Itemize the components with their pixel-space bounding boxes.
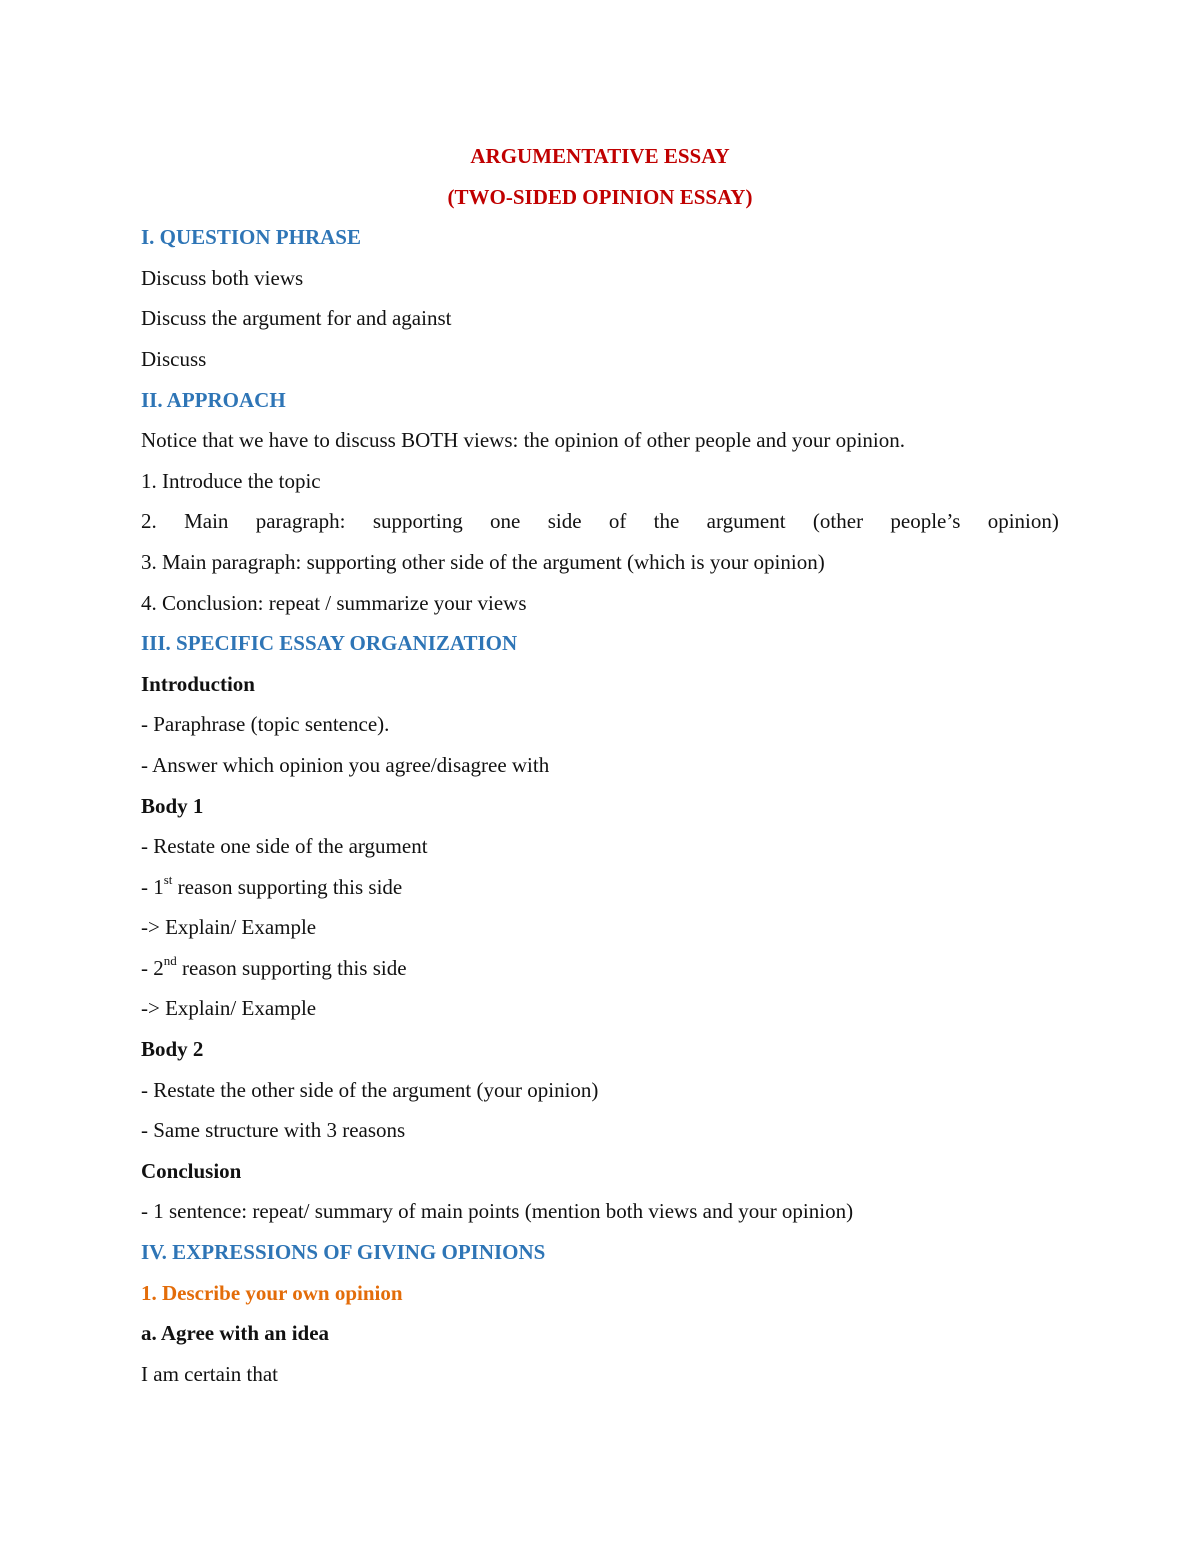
subheading-introduction: Introduction — [141, 671, 255, 696]
approach-step: 4. Conclusion: repeat / summarize your views — [141, 590, 527, 615]
justified-word: argument — [706, 509, 786, 534]
introduction-item: - Answer which opinion you agree/disagree with — [141, 752, 550, 777]
reason-text: reason supporting this side — [176, 955, 407, 980]
justified-word: supporting — [372, 509, 463, 534]
approach-intro: Notice that we have to discuss BOTH views: the opinion of other people and your opinion. — [141, 428, 906, 453]
conclusion-item: - 1 sentence: repeat/ summary of main points (mention both views and your opinion) — [141, 1199, 854, 1224]
ordinal-suffix: st — [163, 871, 173, 887]
subheading-body-2: Body 2 — [141, 1037, 204, 1062]
reason-prefix: - 1 — [141, 874, 164, 899]
question-phrase-item: Discuss — [141, 346, 207, 371]
reason-prefix: - 2 — [141, 955, 164, 980]
section-heading-organization: III. SPECIFIC ESSAY ORGANIZATION — [141, 631, 518, 656]
ordinal-suffix: nd — [163, 952, 177, 968]
body-1-item — [141, 867, 1059, 908]
approach-step-justified — [141, 501, 1059, 542]
body-2-item: - Restate the other side of the argument (your opinion) — [141, 1077, 599, 1102]
question-phrase-item: Discuss both views — [141, 265, 304, 290]
body-1-item: - Restate one side of the argument — [141, 834, 428, 859]
agree-expression: I am certain that — [141, 1361, 279, 1386]
approach-step: 1. Introduce the topic — [141, 468, 321, 493]
subheading-agree: a. Agree with an idea — [141, 1321, 330, 1346]
subsection-heading-own-opinion: 1. Describe your own opinion — [141, 1280, 403, 1305]
justified-word: one — [490, 509, 521, 534]
justified-word: paragraph: — [255, 509, 346, 534]
document-title: ARGUMENTATIVE ESSAY — [470, 144, 730, 168]
document-content — [141, 136, 1059, 1394]
justified-word: opinion) — [987, 509, 1059, 534]
body-2-item: - Same structure with 3 reasons — [141, 1118, 406, 1143]
question-phrase-item: Discuss the argument for and against — [141, 306, 452, 331]
justified-word: of — [608, 509, 627, 534]
justified-word: (other — [812, 509, 864, 534]
document-subtitle: (TWO-SIDED OPINION ESSAY) — [447, 184, 753, 209]
section-heading-question-phrase: I. QUESTION PHRASE — [141, 225, 361, 250]
subheading-body-1: Body 1 — [141, 793, 204, 818]
approach-step: 3. Main paragraph: supporting other side of the argument (which is your opinion) — [141, 549, 825, 574]
justified-word: 2. — [141, 509, 157, 534]
justified-word: the — [653, 509, 680, 534]
introduction-item: - Paraphrase (topic sentence). — [141, 712, 390, 737]
reason-text: reason supporting this side — [172, 874, 403, 899]
justified-word: side — [547, 509, 582, 534]
body-1-item: -> Explain/ Example — [141, 996, 317, 1021]
section-heading-approach: II. APPROACH — [141, 387, 286, 412]
section-heading-expressions: IV. EXPRESSIONS OF GIVING OPINIONS — [141, 1240, 546, 1265]
body-1-item — [141, 948, 1059, 989]
justified-word: people’s — [890, 509, 961, 534]
justified-word: Main — [184, 509, 229, 534]
body-1-item: -> Explain/ Example — [141, 915, 317, 940]
subheading-conclusion: Conclusion — [141, 1158, 242, 1183]
